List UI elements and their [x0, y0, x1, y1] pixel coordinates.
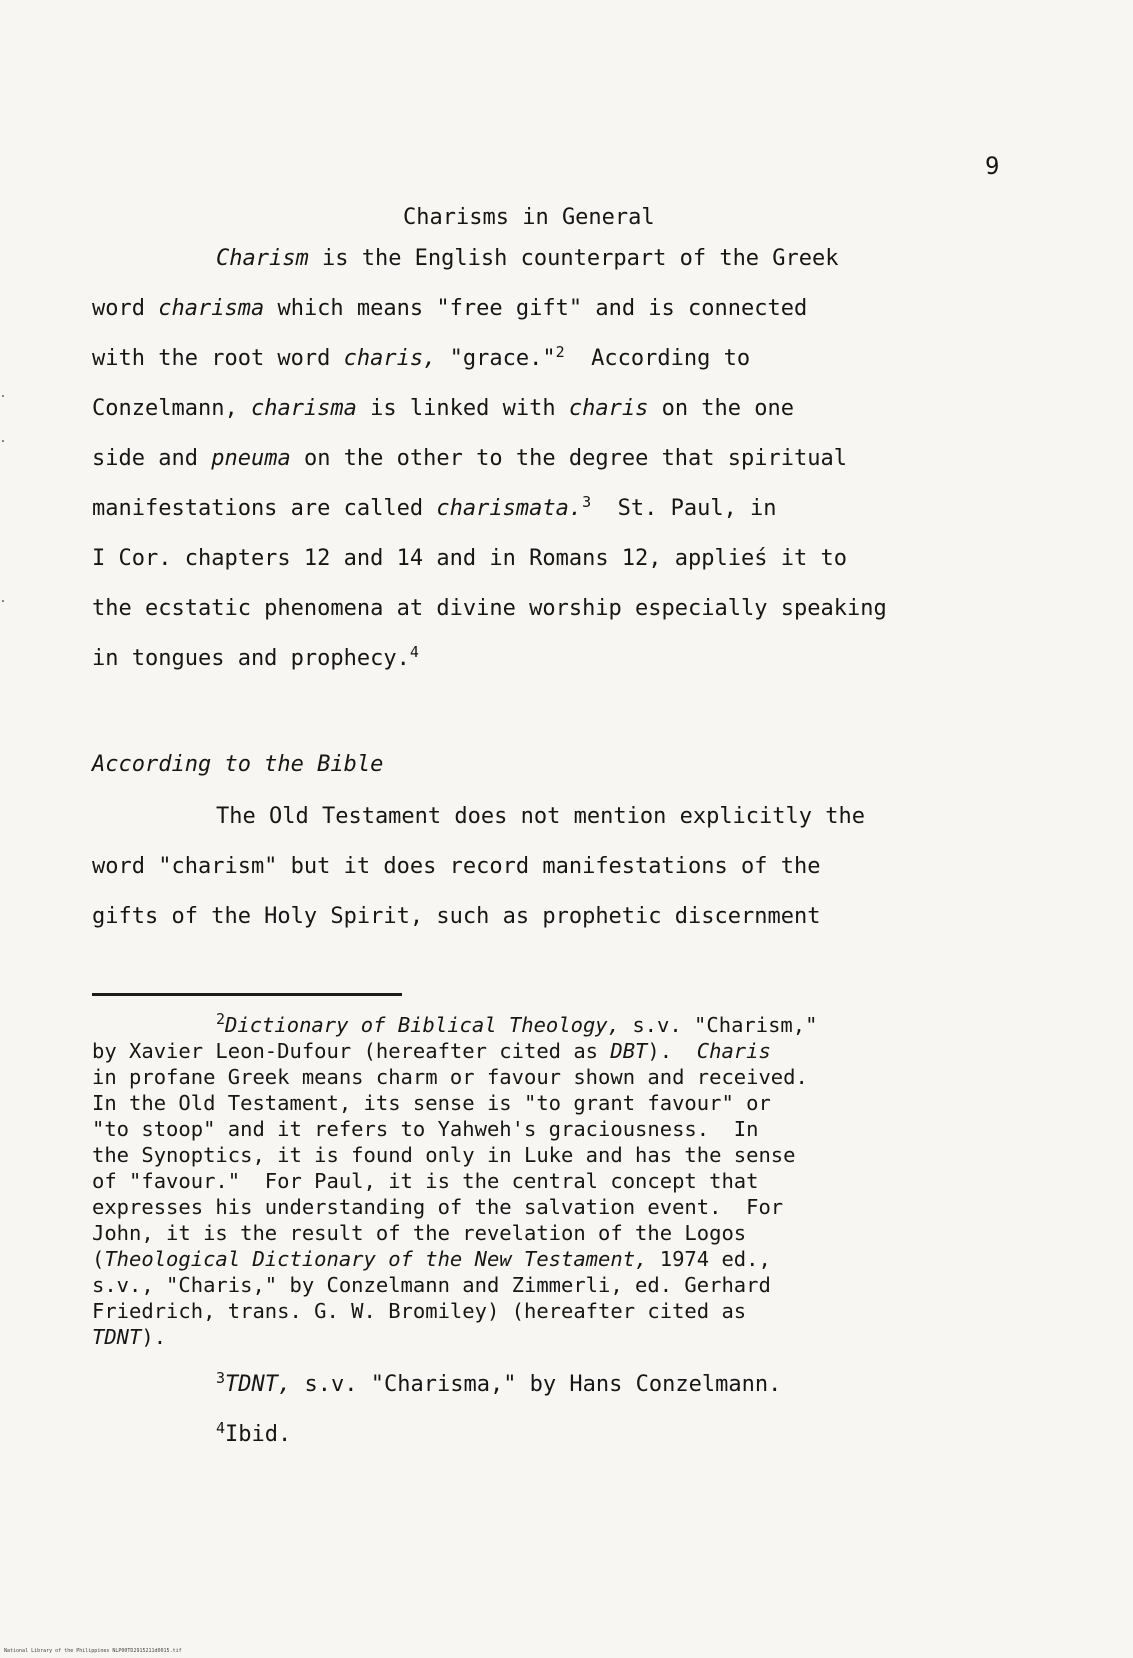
footnote-line: of "favour." For Paul, it is the central concept that [92, 1169, 759, 1193]
paragraph-line: Charism is the English counterpart of the Greek [216, 246, 839, 271]
footnote-line: expresses his understanding of the salvation event. For [92, 1195, 784, 1219]
paragraph-line: The Old Testament does not mention explicitly the [216, 804, 866, 829]
paragraph-line: Conzelmann, charisma is linked with charis on the one [92, 396, 795, 421]
footnote-4: $^4$Ibid. [216, 1419, 292, 1447]
term-charisma: charisma [158, 296, 265, 321]
scan-footer: National Library of the Philippines NLP00TD2915211d0015.tif [4, 1648, 182, 1654]
footnote-marker: 2 [216, 1010, 226, 1028]
footnote-ref: 4 [409, 643, 419, 661]
term-charis: charis, [343, 346, 437, 371]
paragraph-line: with the root word charis, "grace."$^2$ According to [92, 343, 751, 371]
paragraph-line: word "charism" but it does record manifestations of the [92, 854, 821, 879]
paragraph-line: in tongues and prophecy.$^4$ [92, 643, 419, 671]
paragraph-line: word charisma which means "free gift" and is connected [92, 296, 808, 321]
footnote-line: s.v., "Charis," by Conzelmann and Zimmerli, ed. Gerhard [92, 1273, 771, 1297]
footnote-line: in profane Greek means charm or favour shown and received. [92, 1065, 808, 1089]
paragraph-line: the ecstatic phenomena at divine worship especially speaking [92, 596, 887, 621]
paragraph-line: gifts of the Holy Spirit, such as prophetic discernment [92, 904, 821, 929]
footnote-line: In the Old Testament, its sense is "to grant favour" or [92, 1091, 771, 1115]
footnote-3: $^3$TDNT, s.v. "Charisma," by Hans Conzelmann. [216, 1369, 782, 1397]
footnote-line: Friedrich, trans. G. W. Bromiley) (hereafter cited as [92, 1299, 747, 1323]
paragraph-line: side and pneuma on the other to the degree that spiritual [92, 446, 847, 471]
footnote-2 [92, 1012, 817, 1350]
paragraph-line: manifestations are called charismata.$^3$ St. Paul, in [92, 493, 777, 521]
scan-mark [2, 600, 4, 602]
footnote-line: $^2$Dictionary of Biblical Theology, s.v. "Charism," [216, 1010, 818, 1037]
paragraph-line: I Cor. chapters 12 and 14 and in Romans 12, applieś it to [92, 546, 847, 571]
subheading: According to the Bible [92, 752, 384, 777]
footnote-ref: 2 [555, 343, 565, 361]
footnote-line: by Xavier Leon-Dufour (hereafter cited as DBT). Charis [92, 1039, 771, 1063]
scan-mark [2, 395, 4, 397]
footnote-marker: 4 [216, 1419, 226, 1437]
section-title: Charisms in General [403, 205, 655, 230]
footnote-ref: 3 [582, 493, 592, 511]
footnote-divider [92, 993, 402, 996]
term-charism: Charism [216, 246, 309, 271]
footnote-line: John, it is the result of the revelation of the Logos [92, 1221, 747, 1245]
footnote-line: TDNT). [92, 1325, 167, 1349]
footnote-marker: 3 [216, 1369, 226, 1387]
page-number: 9 [985, 152, 1000, 180]
footnote-line: the Synoptics, it is found only in Luke and has the sense [92, 1143, 796, 1167]
footnote-line: (Theological Dictionary of the New Testament, 1974 ed., [92, 1247, 771, 1271]
scan-mark [2, 440, 4, 442]
footnote-line: "to stoop" and it refers to Yahweh's graciousness. In [92, 1117, 759, 1141]
